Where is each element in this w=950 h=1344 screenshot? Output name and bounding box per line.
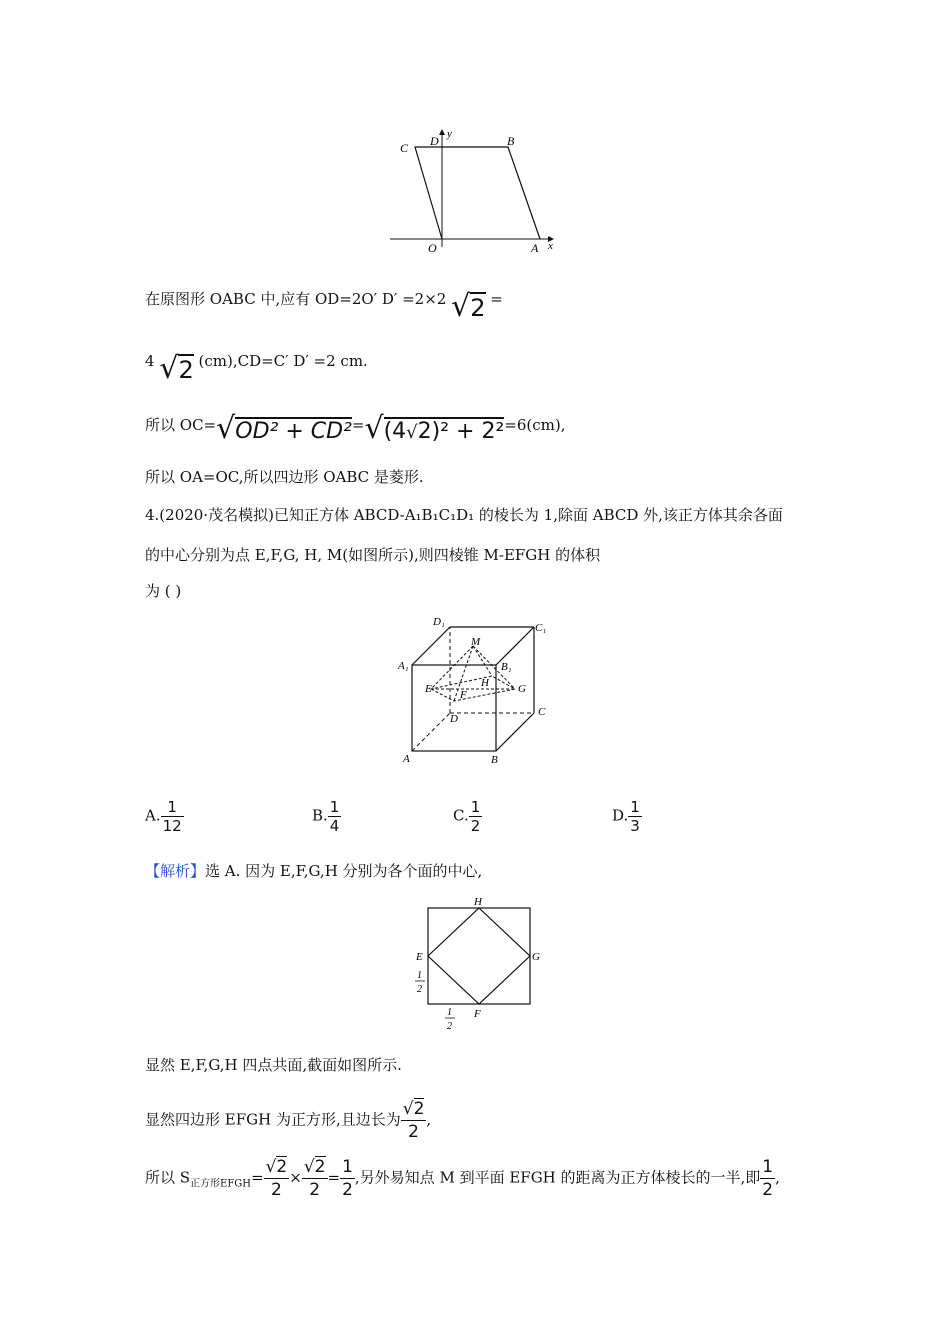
sqrt-2: √2 <box>451 289 486 324</box>
text-line-3: 所以 OC=√OD² + CD²=√(4√2)² + 2²=6(cm), <box>145 411 566 446</box>
label-C1: C₁ <box>535 622 547 634</box>
solution-tag: 【解析】 <box>145 862 206 880</box>
label-D: D <box>430 134 439 148</box>
label-D1: D₁ <box>433 616 445 628</box>
text-line-1: 在原图形 OABC 中,应有 OD=2O′ D′ =2×2 √2 = <box>145 289 503 324</box>
label-F: F <box>460 689 467 701</box>
question-4-line-3: 为 ( ) <box>145 582 182 600</box>
label-B: B <box>507 134 515 148</box>
label-B1: B₁ <box>501 661 512 673</box>
label-F: F <box>474 1008 481 1020</box>
label-half-numerator: 1 <box>447 1007 452 1018</box>
sqrt-oc-expression: √OD² + CD² <box>216 411 352 446</box>
question-4-line-1: 4.(2020·茂名模拟)已知正方体 ABCD-A₁B₁C₁D₁ 的棱长为 1,除面 ABCD 外,该正方体其余各面 <box>145 506 783 524</box>
label-M: M <box>471 636 481 648</box>
option-a[interactable]: A. $\frac{1}{12}$ <box>145 798 182 835</box>
label-A1: A₁ <box>398 660 409 672</box>
option-b[interactable]: B. $\frac{1}{4}$ <box>312 798 340 835</box>
label-x: x <box>548 240 553 252</box>
label-E: E <box>425 683 432 695</box>
label-half-numerator: 1 <box>417 970 422 981</box>
figure-cross-section <box>410 892 550 1032</box>
label-D: D <box>450 713 458 725</box>
solution-line-4: 所以 $S_{正方形EFGH}=$ $\frac{√2}{2}$ × $\frac{√2}{2}$ = $\frac{1}{2}$ ,另外易知点 M 到平面 EFGH 的距离为正方体棱长的一半,即 $\frac{1}{2}$ , <box>145 1157 780 1200</box>
text-line-2: 4 √2 (cm),CD=C′ D′ =2 cm. <box>145 351 368 386</box>
label-A: A <box>403 753 410 765</box>
label-C: C <box>538 706 546 718</box>
label-C: C <box>400 141 409 155</box>
label-G: G <box>532 951 540 963</box>
solution-line-1: 【解析】选 A. 因为 E,F,G,H 分别为各个面的中心, <box>145 862 483 880</box>
solution-line-3: 显然四边形 EFGH 为正方形,且边长为 $\frac{√2}{2}$ , <box>145 1099 432 1142</box>
solution-line-2: 显然 E,F,G,H 四点共面,截面如图所示. <box>145 1056 402 1074</box>
sqrt-value-expression: √(4√2)² + 2² <box>364 411 505 446</box>
label-half-denominator: 2 <box>417 984 422 995</box>
label-H: H <box>474 896 482 908</box>
label-G: G <box>518 683 526 695</box>
label-A: A <box>531 241 539 255</box>
label-y: y <box>447 128 452 140</box>
label-H: H <box>481 677 489 689</box>
text-line-4: 所以 OA=OC,所以四边形 OABC 是菱形. <box>145 468 424 486</box>
figure-cube <box>395 612 555 768</box>
figure-parallelogram <box>390 125 570 255</box>
label-half-denominator: 2 <box>447 1021 452 1032</box>
label-E: E <box>416 951 423 963</box>
option-c[interactable]: C. $\frac{1}{2}$ <box>453 798 481 835</box>
sqrt-2: √2 <box>159 351 194 386</box>
label-B: B <box>491 754 498 766</box>
question-4-line-2: 的中心分别为点 E,F,G, H, M(如图所示),则四棱锥 M-EFGH 的体积 <box>145 546 601 564</box>
label-O: O <box>428 241 437 255</box>
option-d[interactable]: D. $\frac{1}{3}$ <box>612 798 640 835</box>
